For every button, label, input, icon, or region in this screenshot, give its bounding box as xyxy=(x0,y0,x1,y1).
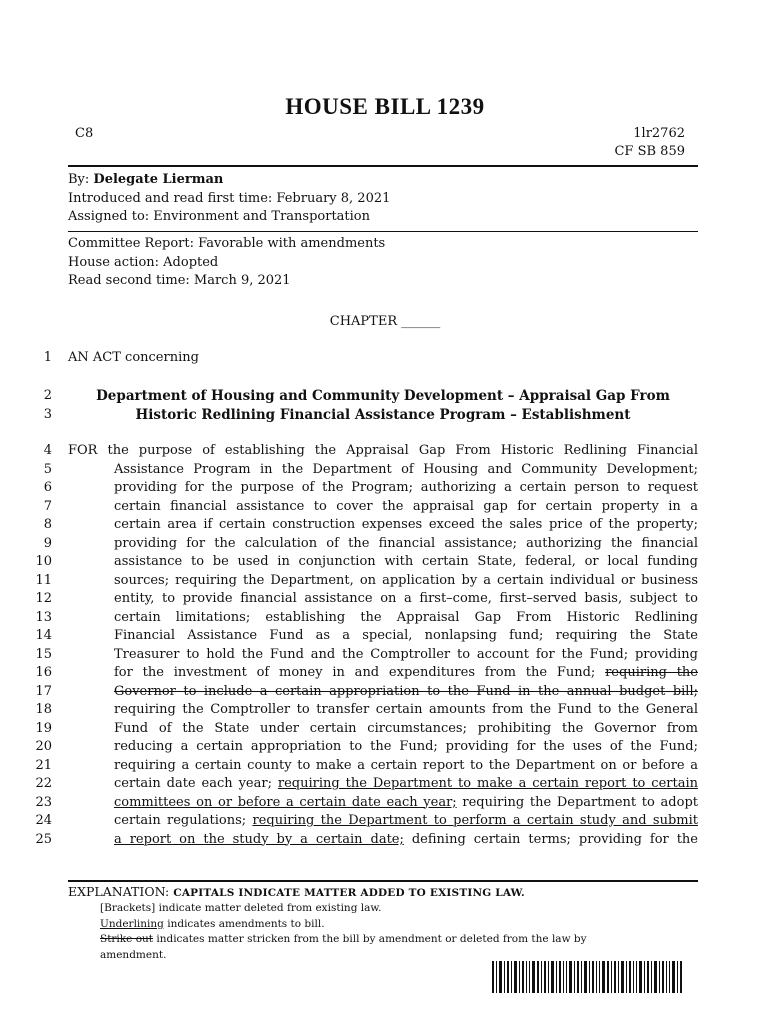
line-number: 20 xyxy=(35,739,52,754)
bill-code: C8 xyxy=(75,126,94,141)
barcode-icon xyxy=(492,961,682,993)
explanation-strikeout-cont: amendment. xyxy=(100,948,167,961)
purpose-line: requiring the Comptroller to transfer certain amounts from the Fund to the General xyxy=(114,702,698,717)
purpose-line: providing for the purpose of the Program; authorizing a certain person to request xyxy=(114,480,698,495)
chapter-line: CHAPTER ______ xyxy=(329,314,441,329)
line-number: 14 xyxy=(35,628,52,643)
purpose-line: Financial Assistance Fund as a special, nonlapsing fund; requiring the State xyxy=(114,628,698,643)
purpose-line: assistance to be used in conjunction with certain State, federal, or local funding xyxy=(114,554,698,569)
introduced-line: Introduced and read first time: February 8, 2021 xyxy=(68,190,391,206)
house-action: House action: Adopted xyxy=(68,254,219,270)
line-number: 21 xyxy=(35,757,52,773)
cross-file: CF SB 859 xyxy=(614,144,685,159)
assigned-line: Assigned to: Environment and Transportation xyxy=(68,209,370,224)
line-number: 15 xyxy=(35,646,52,662)
purpose-line: FOR the purpose of establishing the Appraisal Gap From Historic Redlining Financial xyxy=(68,443,698,458)
committee-block xyxy=(68,235,385,291)
purpose-line: sources; requiring the Department, on application by a certain individual or business xyxy=(114,572,698,588)
line-number: 6 xyxy=(43,480,52,495)
line-number: 2 xyxy=(43,388,52,403)
explanation-underlining: Underlining indicates amendments to bill. xyxy=(100,917,325,930)
line-number: 11 xyxy=(35,572,52,588)
line-number: 10 xyxy=(35,554,52,569)
purpose-line: for the investment of money in and expenditures from the Fund; requiring the xyxy=(114,665,698,680)
purpose-line: certain area if certain construction expenses exceed the sales price of the property; xyxy=(114,517,698,532)
sponsor-line: By: Delegate Lierman xyxy=(68,172,224,187)
purpose-line: Assistance Program in the Department of Housing and Community Development; xyxy=(114,461,698,477)
purpose-line: reducing a certain appropriation to the Fund; providing for the uses of the Fund; xyxy=(114,739,698,754)
line-number: 22 xyxy=(35,776,52,791)
bill-heading-line-2: Historic Redlining Financial Assistance Program – Establishment xyxy=(135,406,631,423)
second-reading: Read second time: March 9, 2021 xyxy=(68,273,291,288)
purpose-line: requiring a certain county to make a certain report to the Department on or before a xyxy=(114,757,698,773)
header-rule xyxy=(68,165,698,167)
line-number: 24 xyxy=(35,813,52,828)
line-number: 17 xyxy=(35,683,52,699)
stricken-text: Governor to include a certain appropriation to the Fund in the annual budget bill; xyxy=(114,683,698,699)
purpose-line: a report on the study by a certain date; defining certain terms; providing for the xyxy=(114,831,698,847)
line-number: 23 xyxy=(35,794,52,810)
explanation-heading: EXPLANATION: CAPITALS INDICATE MATTER ADDED TO EXISTING LAW. xyxy=(68,884,525,899)
line-number: 13 xyxy=(35,609,52,625)
line-number: 4 xyxy=(43,443,52,458)
footer-rule xyxy=(68,880,698,882)
stricken-text: requiring the xyxy=(605,665,698,680)
bill-title: HOUSE BILL 1239 xyxy=(285,94,485,119)
explanation-strikeout: Strike out indicates matter stricken from the bill by amendment or deleted from the law by xyxy=(100,933,587,945)
purpose-line: certain financial assistance to cover the appraisal gap for certain property in a xyxy=(114,498,698,514)
purpose-line: entity, to provide financial assistance on a first–come, first–served basis, subject to xyxy=(114,591,698,606)
explanation-brackets: [Brackets] indicate matter deleted from existing law. xyxy=(100,902,382,914)
purpose-line: committees on or before a certain date each year; requiring the Department to adopt xyxy=(114,794,698,810)
line-number: 18 xyxy=(35,702,52,717)
purpose-line: providing for the calculation of the financial assistance; authorizing the financial xyxy=(114,535,698,551)
bill-heading-line-1: Department of Housing and Community Development – Appraisal Gap From xyxy=(96,388,670,404)
committee-rule xyxy=(68,231,698,232)
draft-number: 1lr2762 xyxy=(633,126,685,141)
act-line: AN ACT concerning xyxy=(68,350,199,365)
line-number: 12 xyxy=(35,591,52,606)
line-number: 9 xyxy=(43,535,52,551)
line-number: 16 xyxy=(35,665,52,680)
amendment-text: a report on the study by a certain date; xyxy=(114,831,404,847)
purpose-line: certain date each year; requiring the Department to make a certain report to certain xyxy=(114,776,698,791)
line-number: 25 xyxy=(35,831,52,847)
line-number: 3 xyxy=(43,406,52,422)
purpose-line: certain limitations; establishing the Appraisal Gap From Historic Redlining xyxy=(114,609,698,625)
line-number: 19 xyxy=(35,720,52,736)
purpose-line: certain regulations; requiring the Department to perform a certain study and submit xyxy=(114,813,698,828)
purpose-line: Fund of the State under certain circumstances; prohibiting the Governor from xyxy=(114,720,698,736)
amendment-text: committees on or before a certain date each year; xyxy=(114,794,457,810)
amendment-text: requiring the Department to perform a certain study and submit xyxy=(252,813,698,828)
line-number: 5 xyxy=(43,461,52,477)
line-number: 8 xyxy=(43,517,52,532)
amendment-text: requiring the Department to make a certain report to certain xyxy=(277,776,698,791)
line-number: 1 xyxy=(43,350,52,365)
purpose-line: Treasurer to hold the Fund and the Comptroller to account for the Fund; providing xyxy=(114,646,698,662)
sponsor-name: Delegate Lierman xyxy=(93,172,224,187)
line-number: 7 xyxy=(43,498,52,514)
sponsor-block xyxy=(68,171,390,227)
committee-report: Committee Report: Favorable with amendments xyxy=(68,236,386,251)
